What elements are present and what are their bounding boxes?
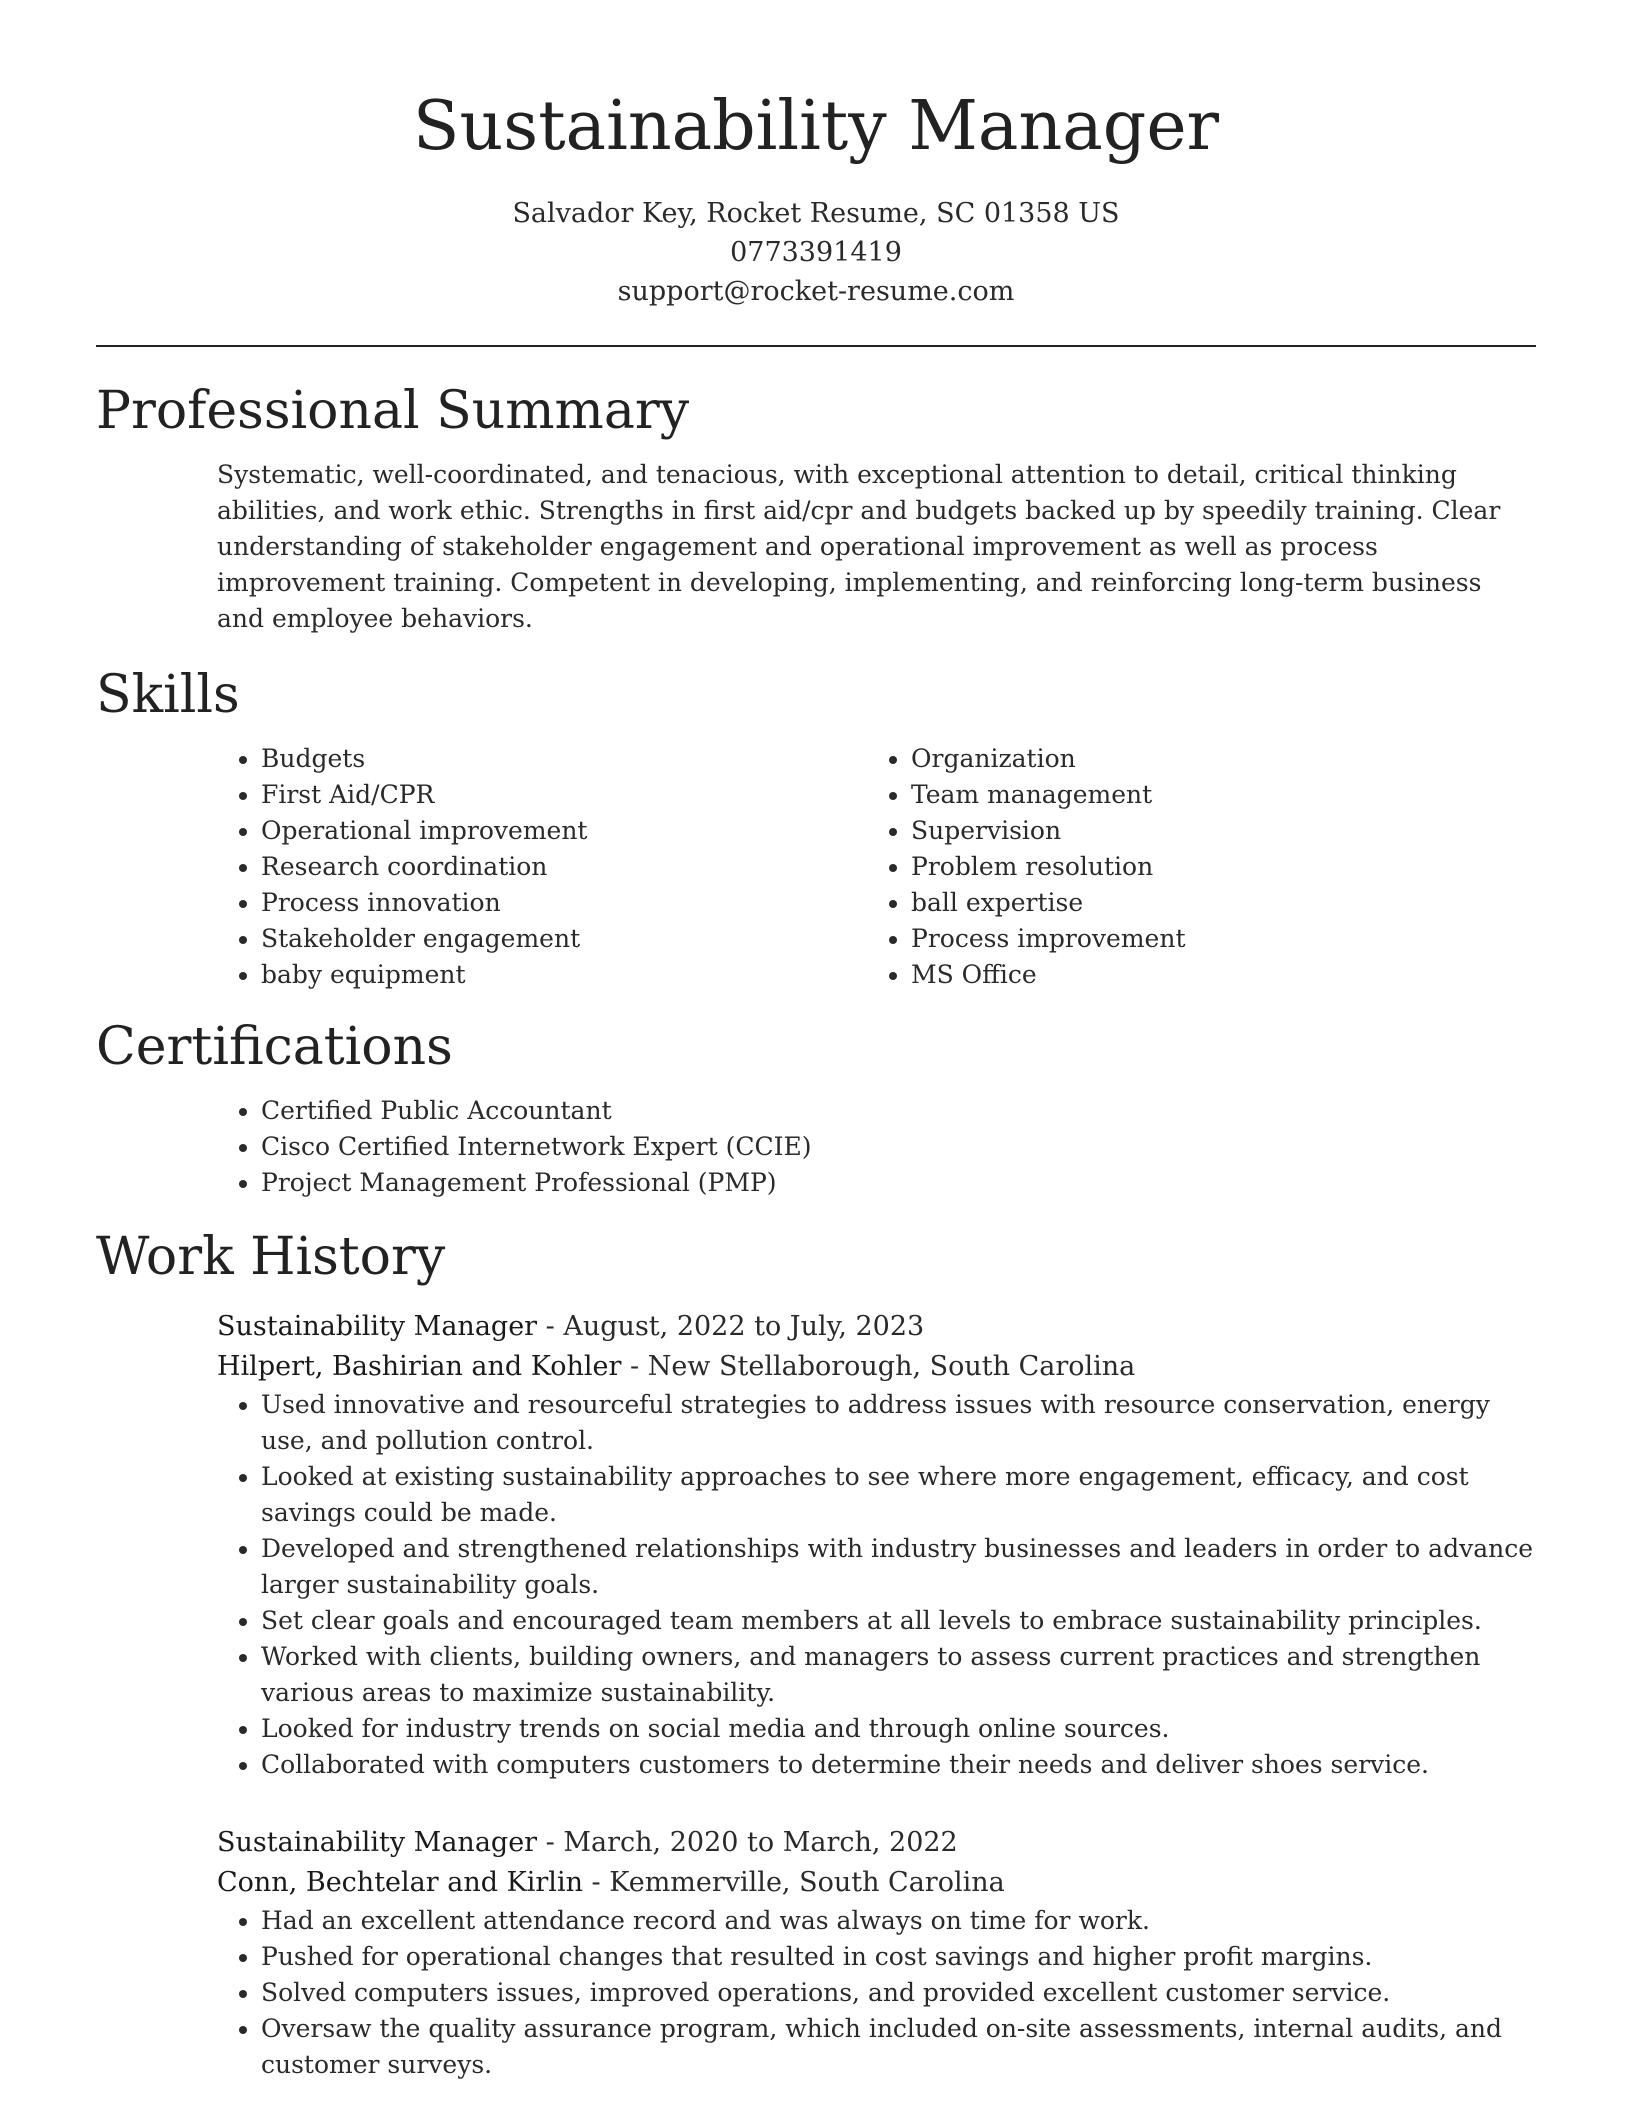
certification-item: • Cisco Certified Internetwork Expert (CCIE) (261, 1129, 1536, 1165)
job-title-line (217, 1307, 1536, 1347)
skills-section (96, 741, 1536, 993)
skill-item: • baby equipment (261, 957, 867, 993)
job-duties-list (217, 1387, 1536, 1783)
header-divider (96, 345, 1536, 347)
job-duty-item: • Developed and strengthened relationships with industry businesses and leaders in order to advance larger sustainability goals. (261, 1531, 1536, 1603)
job-duty-item: • Set clear goals and encouraged team members at all levels to embrace sustainability principles. (261, 1603, 1536, 1639)
summary-section (96, 457, 1536, 637)
job-dates: March, 2020 to March, 2022 (563, 1827, 958, 1858)
job-entry (217, 1823, 1536, 2083)
certifications-list (217, 1093, 1536, 1201)
job-duty-item: • Looked at existing sustainability approaches to see where more engagement, efficacy, and cost savings could be made. (261, 1459, 1536, 1531)
contact-address: Salvador Key, Rocket Resume, SC 01358 US (512, 198, 1120, 229)
job-duty-item: • Worked with clients, building owners, and managers to assess current practices and strengthen various areas to maximize sustainability. (261, 1639, 1536, 1711)
skill-item: • Research coordination (261, 849, 867, 885)
job-duty-item: • Used innovative and resourceful strategies to address issues with resource conservation, energy use, and pollution control. (261, 1387, 1536, 1459)
job-location: Kemmerville, South Carolina (609, 1867, 1005, 1898)
job-title-line (217, 1823, 1536, 1863)
summary-text: Systematic, well-coordinated, and tenacious, with exceptional attention to detail, critical thinking abilities, and work ethic. Strengths in first aid/cpr and budgets backed up by speedily training. Clear understanding of stakeholder engagement and operational improvement as well as process improvement training. Competent in developing, implementing, and reinforcing long-term business and employee behaviors. (217, 460, 1501, 633)
job-company: Hilpert, Bashirian and Kohler (217, 1351, 622, 1382)
skill-item: • Operational improvement (261, 813, 867, 849)
skill-item: • Budgets (261, 741, 867, 777)
skills-heading: Skills (96, 665, 240, 725)
certifications-heading: Certifications (96, 1017, 453, 1077)
job-duty-item: • Solved computers issues, improved operations, and provided excellent customer service. (261, 1975, 1536, 2011)
skill-item: • ball expertise (911, 885, 1517, 921)
job-company: Conn, Bechtelar and Kirlin (217, 1867, 583, 1898)
skills-list-left (217, 741, 867, 993)
skill-item: • Stakeholder engagement (261, 921, 867, 957)
certifications-section (96, 1093, 1536, 1201)
skill-item: • Supervision (911, 813, 1517, 849)
resume-header (96, 0, 1536, 311)
job-role: Sustainability Manager (217, 1827, 538, 1858)
job-duty-item: • Oversaw the quality assurance program, which included on-site assessments, internal audits, and customer surveys. (261, 2011, 1536, 2083)
skills-column-left (217, 741, 867, 993)
job-separator: - (621, 1351, 648, 1382)
skills-grid (217, 741, 1536, 993)
skill-item: • MS Office (911, 957, 1517, 993)
job-separator: - (537, 1827, 564, 1858)
resume-name: Sustainability Manager (412, 87, 1220, 166)
skill-item: • Process innovation (261, 885, 867, 921)
job-duty-item: • Had an excellent attendance record and was always on time for work. (261, 1903, 1536, 1939)
contact-phone: 0773391419 (730, 237, 902, 268)
job-entry (217, 1307, 1536, 1783)
skill-item: • First Aid/CPR (261, 777, 867, 813)
skills-list-right (867, 741, 1517, 993)
job-location: New Stellaborough, South Carolina (647, 1351, 1136, 1382)
certification-item: • Project Management Professional (PMP) (261, 1165, 1536, 1201)
skills-column-right (867, 741, 1517, 993)
job-company-line (217, 1347, 1536, 1387)
job-duty-item: • Collaborated with computers customers to determine their needs and deliver shoes service. (261, 1747, 1536, 1783)
summary-heading: Professional Summary (96, 381, 690, 441)
job-dates: August, 2022 to July, 2023 (563, 1311, 925, 1342)
job-duty-item: • Pushed for operational changes that resulted in cost savings and higher profit margins. (261, 1939, 1536, 1975)
skill-item: • Organization (911, 741, 1517, 777)
skill-item: • Process improvement (911, 921, 1517, 957)
job-separator: - (537, 1311, 564, 1342)
skill-item: • Team management (911, 777, 1517, 813)
skill-item: • Problem resolution (911, 849, 1517, 885)
job-role: Sustainability Manager (217, 1311, 538, 1342)
job-company-line (217, 1863, 1536, 1903)
contact-email: support@rocket-resume.com (617, 276, 1015, 307)
job-duties-list (217, 1903, 1536, 2083)
certification-item: • Certified Public Accountant (261, 1093, 1536, 1129)
job-duty-item: • Looked for industry trends on social media and through online sources. (261, 1711, 1536, 1747)
work-history-heading: Work History (96, 1227, 446, 1287)
job-separator: - (582, 1867, 610, 1898)
work-history-section (96, 1307, 1536, 2083)
